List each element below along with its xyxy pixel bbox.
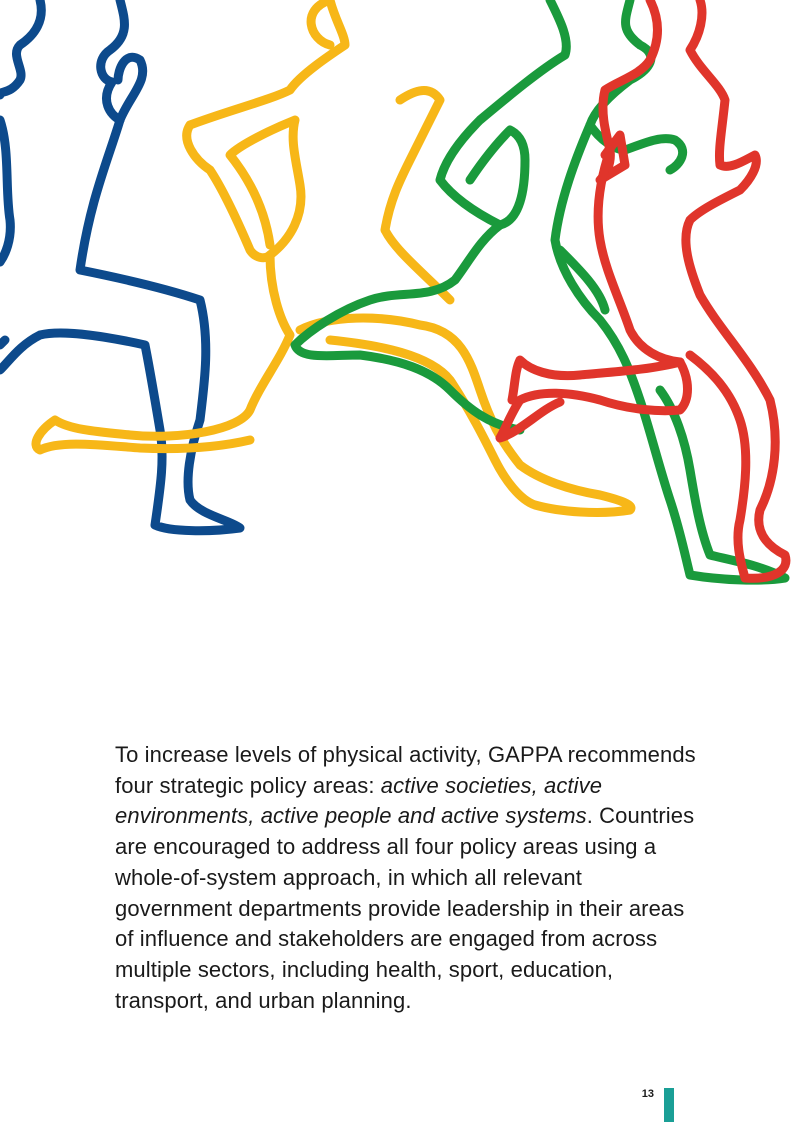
body-paragraph (115, 740, 705, 1016)
green-runner-outline (295, 0, 785, 580)
body-text-part1: To increase levels of physical activity, GAPPA recommends four strategic policy areas: (115, 742, 696, 798)
body-text-part2: . Countries are encouraged to address all four policy areas using a whole-of-system approach, in which all relevant government departments provide leadership in their areas of influence and stakeholders are engaged from across multiple sectors, including health, sport, education, transport, and urban planning. (115, 803, 695, 1013)
red-runner-outline (500, 0, 786, 578)
page-number: 13 (641, 1088, 654, 1100)
yellow-runner-outline (36, 0, 631, 512)
policy-areas-emphasis: active societies, active environments, active people and active systems (115, 772, 603, 829)
page-marker-bar (664, 1088, 674, 1122)
